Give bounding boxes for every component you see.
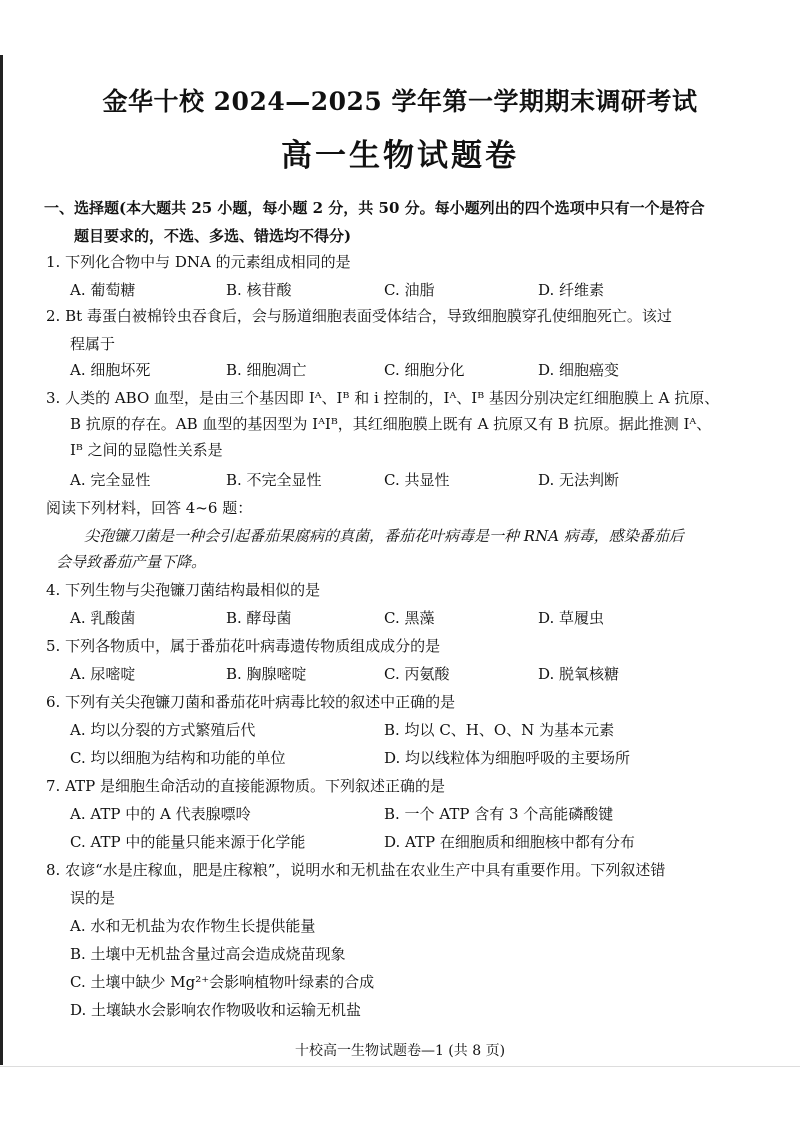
reading-intro: 阅读下列材料，回答 4~6 题：	[46, 499, 253, 517]
question-8-option-d: D. 土壤缺水会影响农作物吸收和运输无机盐	[70, 1001, 362, 1019]
question-3-stem-line3: Iᴮ 之间的显隐性关系是	[70, 441, 223, 459]
question-7-option-d: D. ATP 在细胞质和细胞核中都有分布	[384, 833, 635, 851]
section-instructions-line1: 一、选择题(本大题共 25 小题，每小题 2 分，共 50 分。每小题列出的四个选项中只有一个是符合	[44, 199, 705, 217]
section-instructions-line2: 题目要求的，不选、多选、错选均不得分)	[74, 227, 352, 245]
page-footer: 十校高一生物试题卷—1 (共 8 页)	[294, 1043, 506, 1059]
scan-edge	[0, 55, 3, 1065]
question-2-option-c: C. 细胞分化	[384, 361, 465, 379]
question-2-stem-line1: 2. Bt 毒蛋白被棉铃虫吞食后，会与肠道细胞表面受体结合，导致细胞膜穿孔使细胞死亡。该过	[46, 307, 672, 325]
question-3-stem-line2: B 抗原的存在。AB 血型的基因型为 IᴬIᴮ，其红细胞膜上既有 A 抗原又有 B 抗原。据此推测 Iᴬ、	[70, 415, 712, 433]
question-5-option-c: C. 丙氨酸	[384, 665, 450, 683]
question-2-option-d: D. 细胞癌变	[538, 361, 620, 379]
question-4-option-d: D. 草履虫	[538, 609, 605, 627]
question-6-stem: 6. 下列有关尖孢镰刀菌和番茄花叶病毒比较的叙述中正确的是	[46, 693, 456, 711]
reading-material-line1: 尖孢镰刀菌是一种会引起番茄果腐病的真菌，番茄花叶病毒是一种 RNA 病毒，感染番茄后	[84, 527, 684, 545]
question-1-option-a: A. 葡萄糖	[70, 281, 136, 299]
question-4-stem: 4. 下列生物与尖孢镰刀菌结构最相似的是	[46, 581, 321, 599]
question-1-option-d: D. 纤维素	[538, 281, 605, 299]
question-8-option-a: A. 水和无机盐为农作物生长提供能量	[70, 917, 316, 935]
exam-title: 金华十校 2024—2025 学年第一学期期末调研考试	[102, 87, 698, 116]
question-3-option-a: A. 完全显性	[70, 471, 151, 489]
question-8-option-c: C. 土壤中缺少 Mg²⁺会影响植物叶绿素的合成	[70, 973, 375, 991]
question-1-option-c: C. 油脂	[384, 281, 435, 299]
exam-subtitle: 高一生物试题卷	[281, 138, 519, 174]
question-8-option-b: B. 土壤中无机盐含量过高会造成烧苗现象	[70, 945, 346, 963]
question-5-option-a: A. 尿嘧啶	[70, 665, 136, 683]
question-5-stem: 5. 下列各物质中，属于番茄花叶病毒遗传物质组成成分的是	[46, 637, 441, 655]
question-7-option-b: B. 一个 ATP 含有 3 个高能磷酸键	[384, 805, 614, 823]
scan-bottom-edge	[0, 1066, 800, 1067]
question-2-option-b: B. 细胞凋亡	[226, 361, 307, 379]
question-3-option-c: C. 共显性	[384, 471, 450, 489]
question-1-stem: 1. 下列化合物中与 DNA 的元素组成相同的是	[46, 253, 351, 271]
question-3-stem-line1: 3. 人类的 ABO 血型，是由三个基因即 Iᴬ、Iᴮ 和 i 控制的，Iᴬ、Iᴮ 基因分别决定红细胞膜上 A 抗原、	[46, 389, 720, 407]
question-4-option-b: B. 酵母菌	[226, 609, 292, 627]
question-7-stem: 7. ATP 是细胞生命活动的直接能源物质。下列叙述正确的是	[46, 777, 445, 795]
question-2-option-a: A. 细胞坏死	[70, 361, 151, 379]
question-7-option-c: C. ATP 中的能量只能来源于化学能	[70, 833, 306, 851]
reading-material-line2: 会导致番茄产量下降。	[56, 553, 207, 571]
question-2-stem-line2: 程属于	[70, 335, 116, 353]
question-6-option-c: C. 均以细胞为结构和功能的单位	[70, 749, 286, 767]
question-5-option-b: B. 胸腺嘧啶	[226, 665, 307, 683]
question-6-option-a: A. 均以分裂的方式繁殖后代	[70, 721, 256, 739]
question-3-option-b: B. 不完全显性	[226, 471, 322, 489]
question-8-stem-line1: 8. 农谚“水是庄稼血，肥是庄稼粮”，说明水和无机盐在农业生产中具有重要作用。下列叙述错	[46, 861, 666, 879]
question-5-option-d: D. 脱氧核糖	[538, 665, 620, 683]
question-1-option-b: B. 核苷酸	[226, 281, 292, 299]
question-4-option-c: C. 黑藻	[384, 609, 435, 627]
question-6-option-b: B. 均以 C、H、O、N 为基本元素	[384, 721, 615, 739]
question-8-stem-line2: 误的是	[70, 889, 116, 907]
question-6-option-d: D. 均以线粒体为细胞呼吸的主要场所	[384, 749, 631, 767]
question-4-option-a: A. 乳酸菌	[70, 609, 136, 627]
question-7-option-a: A. ATP 中的 A 代表腺嘌呤	[70, 805, 251, 823]
question-3-option-d: D. 无法判断	[538, 471, 620, 489]
